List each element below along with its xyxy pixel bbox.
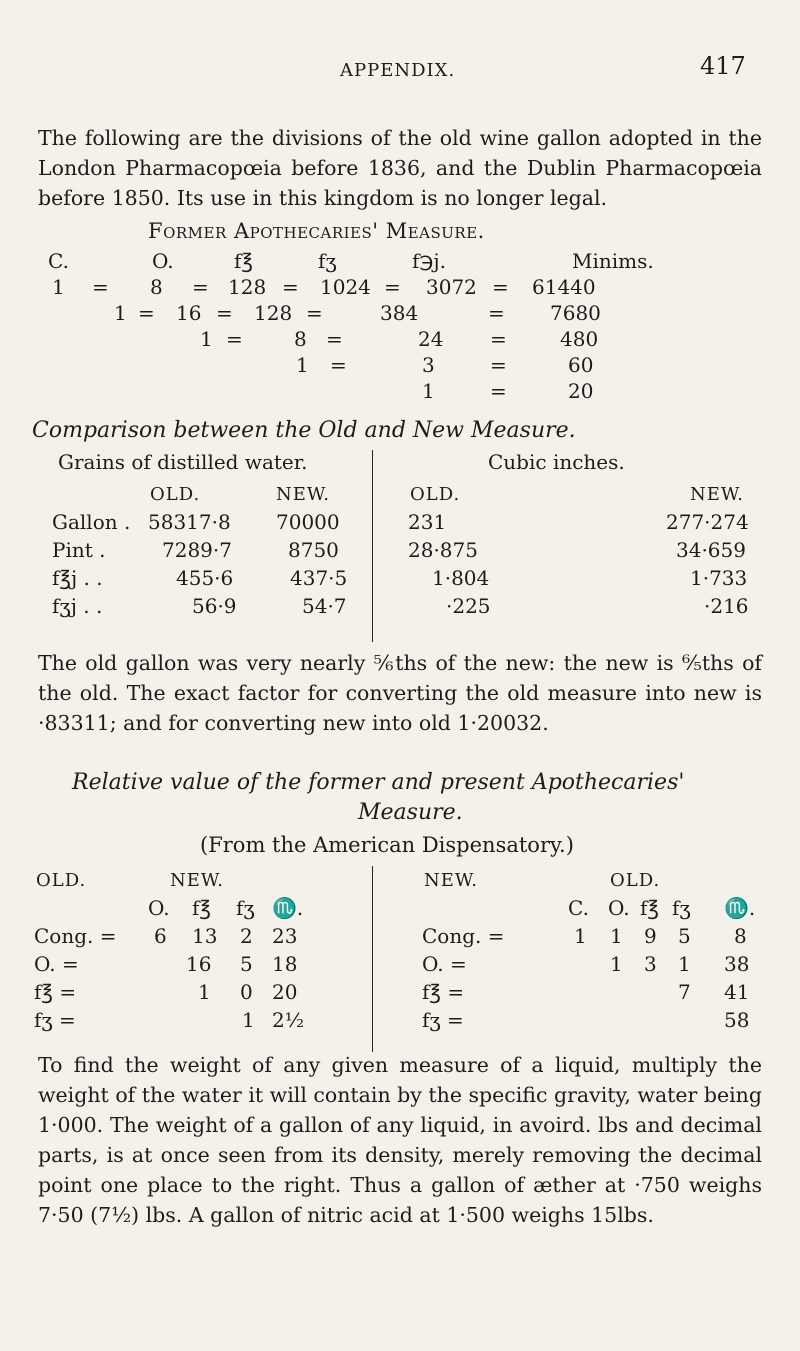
comparison-title: Comparison between the Old and New Measure. (32, 418, 576, 443)
unit-label: O. (148, 896, 170, 920)
former-cell: = (490, 353, 507, 377)
former-cell: 60 (568, 353, 594, 377)
grains-new: 54·7 (302, 594, 347, 618)
page-number: 417 (700, 52, 746, 80)
relative-cell: 5 (240, 952, 253, 976)
weight-note-paragraph (38, 1050, 762, 1230)
relative-cell: 1 (198, 980, 211, 1004)
grains-heading: Grains of distilled water. (58, 450, 308, 474)
former-cell: 16 (176, 301, 202, 325)
old-heading: OLD. (150, 484, 201, 505)
unit-label: fʒ (236, 896, 255, 920)
former-cell: 1 (296, 353, 309, 377)
new-heading: NEW. (690, 484, 744, 505)
relative-cell: 1 (574, 924, 587, 948)
former-cell: = (330, 353, 347, 377)
unit-label: f℥ (192, 896, 211, 920)
former-cell: 8 (150, 275, 163, 299)
relative-table (0, 866, 800, 1056)
unit-label: O. (608, 896, 630, 920)
weight-note-text: To find the weight of any given measure of a liquid, multiply the weight of the water it will contain by the specific gravity, water being 1·000. The weight of a gallon of any liquid, in avoird. lbs and decimal parts, is at once seen from its density, merely removing the decimal point one place to the right. Thus a gallon of æther at ·750 weighs 7·50 (7½) lbs. A gallon of nitric acid at 1·500 weighs 15lbs. (38, 1053, 762, 1227)
grains-old: 7289·7 (162, 538, 232, 562)
relative-left-head-new: NEW. (170, 870, 224, 891)
cubic-old: 28·875 (408, 538, 478, 562)
former-cell: 128 (254, 301, 293, 325)
grains-new: 437·5 (290, 566, 348, 590)
running-title: APPENDIX. (340, 60, 456, 81)
relative-label: O. = (34, 952, 79, 976)
relative-cell: 1 (242, 1008, 255, 1032)
former-header: Minims. (572, 249, 654, 273)
relative-cell: 0 (240, 980, 253, 1004)
relative-label: f℥ = (34, 980, 77, 1004)
former-cell: 3 (422, 353, 435, 377)
former-cell: 61440 (532, 275, 596, 299)
relative-label: Cong. = (422, 924, 505, 948)
relative-cell: 23 (272, 924, 298, 948)
former-header: fʒ (318, 249, 337, 273)
former-cell: 1024 (320, 275, 371, 299)
cubic-new: 1·733 (690, 566, 748, 590)
unit-label: ♏. (272, 896, 304, 920)
relative-cell: 38 (724, 952, 750, 976)
former-cell: = (326, 327, 343, 351)
cubic-heading: Cubic inches. (488, 450, 625, 474)
relative-label: Cong. = (34, 924, 117, 948)
former-cell: 480 (560, 327, 599, 351)
grains-old: 58317·8 (148, 510, 231, 534)
grains-old: 455·6 (176, 566, 234, 590)
former-cell: 8 (294, 327, 307, 351)
unit-label: C. (568, 896, 589, 920)
relative-cell: 41 (724, 980, 750, 1004)
former-cell: 1 (52, 275, 65, 299)
former-cell: 24 (418, 327, 444, 351)
relative-cell: 5 (678, 924, 691, 948)
comparison-divider (372, 450, 373, 642)
former-cell: = (492, 275, 509, 299)
cubic-old: 1·804 (432, 566, 490, 590)
former-header: f℥ (234, 249, 253, 273)
intro-text: The following are the divisions of the old wine gallon adopted in the London Pharmacopœia before 1836, and the Dublin Pharmacopœia before 1850. Its use in this kingdom is no longer legal. (38, 126, 762, 210)
comparison-table (0, 450, 800, 650)
relative-cell: 13 (192, 924, 218, 948)
former-cell: = (138, 301, 155, 325)
cubic-new: ·216 (704, 594, 749, 618)
relative-cell: 1 (610, 952, 623, 976)
relative-label: O. = (422, 952, 467, 976)
unit-label: ♏. (724, 896, 756, 920)
comparison-label: fʒj . . (52, 594, 103, 618)
cubic-new: 34·659 (676, 538, 746, 562)
former-cell: 7680 (550, 301, 601, 325)
relative-cell: 8 (734, 924, 747, 948)
former-cell: 384 (380, 301, 419, 325)
grains-new: 8750 (288, 538, 339, 562)
grains-new: 70000 (276, 510, 340, 534)
comparison-label: f℥j . . (52, 566, 103, 590)
former-cell: 1 (200, 327, 213, 351)
former-header: C. (48, 249, 69, 273)
former-cell: 1 (422, 379, 435, 403)
relative-cell: 2 (240, 924, 253, 948)
relative-label: fʒ = (34, 1008, 76, 1032)
former-header: f℈j. (412, 249, 446, 273)
former-cell: = (192, 275, 209, 299)
new-heading: NEW. (276, 484, 330, 505)
former-cell: = (384, 275, 401, 299)
former-cell: 20 (568, 379, 594, 403)
former-cell: 128 (228, 275, 267, 299)
relative-title-cont: Measure. (358, 800, 463, 825)
relative-cell: 18 (272, 952, 298, 976)
relative-cell: 1 (610, 924, 623, 948)
former-measure-title: Former Apothecaries' Measure. (148, 219, 485, 243)
unit-label: f℥ (640, 896, 659, 920)
cubic-old: 231 (408, 510, 447, 534)
former-header: O. (152, 249, 174, 273)
former-cell: 1 (114, 301, 127, 325)
comparison-label: Gallon . (52, 510, 131, 534)
gallon-note-text: The old gallon was very nearly ⅚ths of the new: the new is ⁶⁄₅ths of the old. The exact factor for converting the old measure into new is ·83311; and for converting new into old 1·20032. (38, 651, 762, 735)
intro-paragraph (38, 123, 762, 213)
relative-cell: 20 (272, 980, 298, 1004)
former-measure-table (0, 249, 800, 409)
relative-cell: 2½ (272, 1008, 305, 1032)
cubic-old: ·225 (446, 594, 491, 618)
relative-cell: 9 (644, 924, 657, 948)
relative-cell: 6 (154, 924, 167, 948)
relative-label: fʒ = (422, 1008, 464, 1032)
relative-left-head-old: OLD. (36, 870, 87, 891)
grains-old: 56·9 (192, 594, 237, 618)
comparison-label: Pint . (52, 538, 106, 562)
relative-divider (372, 866, 373, 1052)
relative-title: Relative value of the former and present Apothecaries' (72, 770, 685, 795)
relative-label: f℥ = (422, 980, 465, 1004)
former-cell: = (216, 301, 233, 325)
former-cell: = (490, 327, 507, 351)
former-cell: = (282, 275, 299, 299)
relative-cell: 1 (678, 952, 691, 976)
former-cell: = (306, 301, 323, 325)
former-cell: = (92, 275, 109, 299)
relative-cell: 16 (186, 952, 212, 976)
former-cell: = (226, 327, 243, 351)
relative-cell: 3 (644, 952, 657, 976)
relative-cell: 58 (724, 1008, 750, 1032)
relative-source: (From the American Dispensatory.) (200, 833, 574, 857)
former-cell: 3072 (426, 275, 477, 299)
relative-right-head-old: OLD. (610, 870, 661, 891)
relative-cell: 7 (678, 980, 691, 1004)
former-cell: = (488, 301, 505, 325)
old-heading: OLD. (410, 484, 461, 505)
unit-label: fʒ (672, 896, 691, 920)
gallon-note-paragraph (38, 648, 762, 738)
relative-right-head-new: NEW. (424, 870, 478, 891)
cubic-new: 277·274 (666, 510, 749, 534)
former-cell: = (490, 379, 507, 403)
